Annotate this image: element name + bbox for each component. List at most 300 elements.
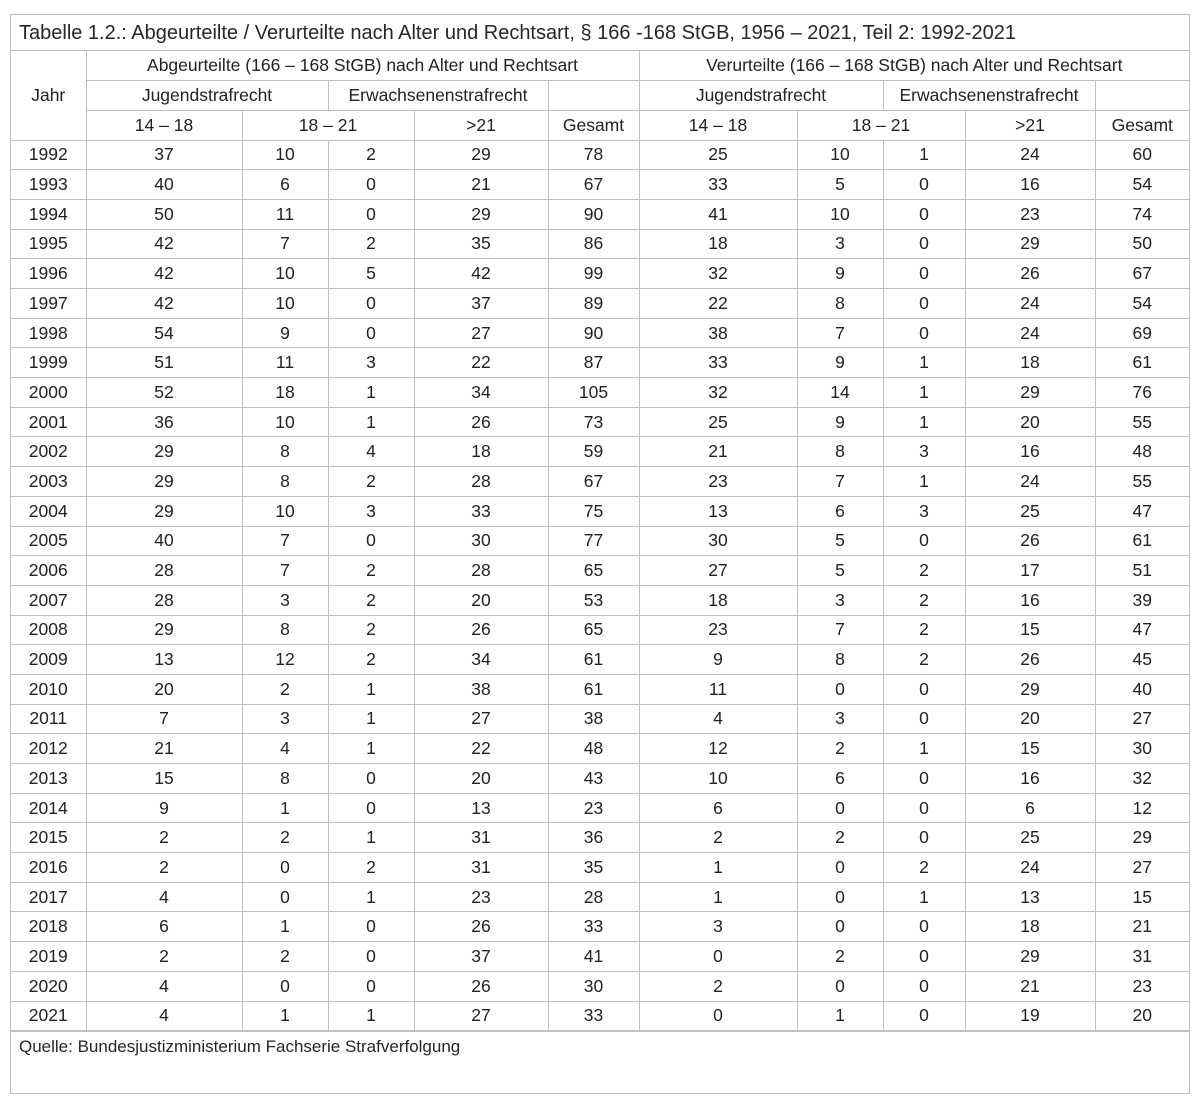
- year-cell: 2007: [11, 585, 86, 615]
- value-cell: 0: [797, 674, 883, 704]
- value-cell: 38: [414, 674, 548, 704]
- table-row: [11, 585, 1189, 615]
- header-abg-jugendstrafrecht: Jugendstrafrecht: [86, 81, 328, 111]
- value-cell: 25: [639, 407, 797, 437]
- table-row: [11, 1001, 1189, 1031]
- value-cell: 75: [548, 496, 639, 526]
- value-cell: 73: [548, 407, 639, 437]
- value-cell: 1: [328, 704, 414, 734]
- value-cell: 0: [242, 971, 328, 1001]
- value-cell: 1: [328, 1001, 414, 1031]
- table-row: [11, 734, 1189, 764]
- value-cell: 51: [86, 348, 242, 378]
- value-cell: 2: [883, 556, 965, 586]
- value-cell: 12: [639, 734, 797, 764]
- value-cell: 5: [797, 526, 883, 556]
- value-cell: 105: [548, 378, 639, 408]
- header-row-groups: [11, 51, 1189, 81]
- value-cell: 7: [86, 704, 242, 734]
- value-cell: 9: [86, 793, 242, 823]
- value-cell: 29: [86, 467, 242, 497]
- value-cell: 24: [965, 853, 1095, 883]
- value-cell: 2: [242, 674, 328, 704]
- value-cell: 20: [414, 585, 548, 615]
- header-ver-jugendstrafrecht: Jugendstrafrecht: [639, 81, 883, 111]
- value-cell: 16: [965, 170, 1095, 200]
- value-cell: 22: [639, 289, 797, 319]
- value-cell: 15: [86, 764, 242, 794]
- value-cell: 30: [548, 971, 639, 1001]
- year-cell: 2003: [11, 467, 86, 497]
- year-cell: 1996: [11, 259, 86, 289]
- table-row: [11, 823, 1189, 853]
- value-cell: 24: [965, 467, 1095, 497]
- year-cell: 2018: [11, 912, 86, 942]
- value-cell: 65: [548, 556, 639, 586]
- value-cell: 12: [242, 645, 328, 675]
- value-cell: 0: [242, 882, 328, 912]
- value-cell: 9: [242, 318, 328, 348]
- value-cell: 42: [86, 259, 242, 289]
- year-cell: 2006: [11, 556, 86, 586]
- value-cell: 6: [797, 496, 883, 526]
- value-cell: 10: [242, 289, 328, 319]
- table-row: [11, 318, 1189, 348]
- value-cell: 8: [242, 467, 328, 497]
- value-cell: 1: [328, 378, 414, 408]
- value-cell: 16: [965, 585, 1095, 615]
- value-cell: 29: [86, 615, 242, 645]
- value-cell: 2: [883, 615, 965, 645]
- value-cell: 3: [242, 585, 328, 615]
- year-cell: 2011: [11, 704, 86, 734]
- year-cell: 2017: [11, 882, 86, 912]
- year-cell: 2014: [11, 793, 86, 823]
- value-cell: 10: [797, 140, 883, 170]
- value-cell: 0: [883, 259, 965, 289]
- value-cell: 3: [797, 704, 883, 734]
- value-cell: 1: [883, 734, 965, 764]
- value-cell: 27: [1095, 704, 1189, 734]
- value-cell: 9: [797, 259, 883, 289]
- value-cell: 1: [639, 882, 797, 912]
- value-cell: 90: [548, 199, 639, 229]
- header-ver-gesamt: Gesamt: [1095, 110, 1189, 140]
- value-cell: 2: [797, 734, 883, 764]
- value-cell: 67: [1095, 259, 1189, 289]
- value-cell: 0: [883, 942, 965, 972]
- header-ver-21plus: >21: [965, 110, 1095, 140]
- value-cell: 6: [639, 793, 797, 823]
- year-cell: 2009: [11, 645, 86, 675]
- value-cell: 27: [414, 1001, 548, 1031]
- value-cell: 67: [548, 467, 639, 497]
- value-cell: 10: [242, 259, 328, 289]
- value-cell: 54: [86, 318, 242, 348]
- value-cell: 0: [328, 526, 414, 556]
- value-cell: 40: [1095, 674, 1189, 704]
- value-cell: 1: [328, 823, 414, 853]
- value-cell: 2: [328, 585, 414, 615]
- value-cell: 0: [883, 971, 965, 1001]
- value-cell: 2: [328, 645, 414, 675]
- value-cell: 33: [639, 170, 797, 200]
- value-cell: 5: [797, 556, 883, 586]
- value-cell: 0: [797, 882, 883, 912]
- value-cell: 18: [965, 912, 1095, 942]
- value-cell: 27: [414, 318, 548, 348]
- value-cell: 1: [883, 407, 965, 437]
- value-cell: 1: [883, 140, 965, 170]
- value-cell: 9: [639, 645, 797, 675]
- value-cell: 20: [965, 704, 1095, 734]
- table-row: [11, 942, 1189, 972]
- value-cell: 6: [86, 912, 242, 942]
- value-cell: 26: [965, 526, 1095, 556]
- value-cell: 6: [242, 170, 328, 200]
- value-cell: 74: [1095, 199, 1189, 229]
- header-abg-18-21: 18 – 21: [242, 110, 414, 140]
- value-cell: 10: [797, 199, 883, 229]
- value-cell: 16: [965, 437, 1095, 467]
- table-row: [11, 496, 1189, 526]
- value-cell: 20: [965, 407, 1095, 437]
- value-cell: 0: [639, 1001, 797, 1031]
- value-cell: 6: [797, 764, 883, 794]
- data-table: [11, 51, 1189, 1031]
- value-cell: 38: [548, 704, 639, 734]
- value-cell: 13: [965, 882, 1095, 912]
- year-cell: 2002: [11, 437, 86, 467]
- value-cell: 8: [242, 615, 328, 645]
- value-cell: 1: [328, 674, 414, 704]
- value-cell: 0: [883, 674, 965, 704]
- value-cell: 28: [414, 556, 548, 586]
- value-cell: 32: [1095, 764, 1189, 794]
- value-cell: 4: [86, 882, 242, 912]
- value-cell: 4: [86, 971, 242, 1001]
- value-cell: 0: [242, 853, 328, 883]
- value-cell: 11: [242, 348, 328, 378]
- year-cell: 1994: [11, 199, 86, 229]
- value-cell: 2: [328, 467, 414, 497]
- value-cell: 29: [1095, 823, 1189, 853]
- value-cell: 48: [1095, 437, 1189, 467]
- value-cell: 1: [883, 467, 965, 497]
- value-cell: 2: [883, 585, 965, 615]
- value-cell: 23: [414, 882, 548, 912]
- value-cell: 47: [1095, 615, 1189, 645]
- year-cell: 2008: [11, 615, 86, 645]
- value-cell: 13: [86, 645, 242, 675]
- value-cell: 55: [1095, 467, 1189, 497]
- year-cell: 1999: [11, 348, 86, 378]
- value-cell: 27: [1095, 853, 1189, 883]
- value-cell: 67: [548, 170, 639, 200]
- value-cell: 10: [639, 764, 797, 794]
- value-cell: 9: [797, 348, 883, 378]
- value-cell: 47: [1095, 496, 1189, 526]
- table-row: [11, 289, 1189, 319]
- table-row: [11, 140, 1189, 170]
- value-cell: 40: [86, 170, 242, 200]
- value-cell: 50: [1095, 229, 1189, 259]
- value-cell: 0: [883, 704, 965, 734]
- value-cell: 21: [639, 437, 797, 467]
- value-cell: 7: [242, 556, 328, 586]
- value-cell: 26: [414, 615, 548, 645]
- value-cell: 20: [1095, 1001, 1189, 1031]
- value-cell: 7: [797, 318, 883, 348]
- value-cell: 10: [242, 496, 328, 526]
- value-cell: 41: [548, 942, 639, 972]
- value-cell: 2: [797, 823, 883, 853]
- value-cell: 61: [548, 674, 639, 704]
- table-row: [11, 615, 1189, 645]
- value-cell: 15: [965, 615, 1095, 645]
- value-cell: 10: [242, 407, 328, 437]
- value-cell: 45: [1095, 645, 1189, 675]
- header-jahr: Jahr: [11, 51, 86, 140]
- value-cell: 0: [883, 823, 965, 853]
- table-row: [11, 556, 1189, 586]
- value-cell: 18: [639, 585, 797, 615]
- value-cell: 26: [414, 971, 548, 1001]
- value-cell: 0: [797, 912, 883, 942]
- value-cell: 27: [639, 556, 797, 586]
- value-cell: 7: [242, 526, 328, 556]
- value-cell: 59: [548, 437, 639, 467]
- value-cell: 52: [86, 378, 242, 408]
- table-row: [11, 526, 1189, 556]
- year-cell: 2004: [11, 496, 86, 526]
- value-cell: 15: [1095, 882, 1189, 912]
- header-ver-18-21: 18 – 21: [797, 110, 965, 140]
- value-cell: 99: [548, 259, 639, 289]
- value-cell: 3: [883, 496, 965, 526]
- value-cell: 0: [639, 942, 797, 972]
- value-cell: 29: [965, 674, 1095, 704]
- value-cell: 1: [242, 793, 328, 823]
- value-cell: 69: [1095, 318, 1189, 348]
- value-cell: 50: [86, 199, 242, 229]
- value-cell: 0: [883, 764, 965, 794]
- value-cell: 31: [414, 853, 548, 883]
- table-row: [11, 348, 1189, 378]
- value-cell: 27: [414, 704, 548, 734]
- year-cell: 2019: [11, 942, 86, 972]
- value-cell: 13: [414, 793, 548, 823]
- value-cell: 42: [86, 229, 242, 259]
- value-cell: 28: [86, 585, 242, 615]
- value-cell: 0: [328, 199, 414, 229]
- value-cell: 29: [414, 140, 548, 170]
- table-frame: [10, 14, 1190, 1094]
- value-cell: 20: [414, 764, 548, 794]
- value-cell: 51: [1095, 556, 1189, 586]
- table-row: [11, 378, 1189, 408]
- value-cell: 1: [883, 348, 965, 378]
- value-cell: 1: [242, 912, 328, 942]
- value-cell: 43: [548, 764, 639, 794]
- value-cell: 23: [639, 467, 797, 497]
- value-cell: 23: [639, 615, 797, 645]
- value-cell: 42: [86, 289, 242, 319]
- table-row: [11, 170, 1189, 200]
- value-cell: 31: [414, 823, 548, 853]
- value-cell: 61: [1095, 348, 1189, 378]
- value-cell: 0: [328, 289, 414, 319]
- value-cell: 26: [965, 645, 1095, 675]
- table-row: [11, 853, 1189, 883]
- header-abg-21plus: >21: [414, 110, 548, 140]
- value-cell: 1: [328, 734, 414, 764]
- value-cell: 28: [86, 556, 242, 586]
- table-title: Tabelle 1.2.: Abgeurteilte / Verurteilte nach Alter und Rechtsart, § 166 -168 StGB, 1956 – 2021, Teil 2: 1992-2021: [11, 15, 1189, 51]
- value-cell: 2: [328, 615, 414, 645]
- year-cell: 2000: [11, 378, 86, 408]
- value-cell: 21: [86, 734, 242, 764]
- value-cell: 29: [86, 437, 242, 467]
- value-cell: 37: [414, 942, 548, 972]
- value-cell: 61: [1095, 526, 1189, 556]
- value-cell: 18: [965, 348, 1095, 378]
- value-cell: 87: [548, 348, 639, 378]
- value-cell: 9: [797, 407, 883, 437]
- value-cell: 22: [414, 734, 548, 764]
- value-cell: 1: [328, 882, 414, 912]
- value-cell: 89: [548, 289, 639, 319]
- table-row: [11, 645, 1189, 675]
- header-ver-14-18: 14 – 18: [639, 110, 797, 140]
- value-cell: 36: [548, 823, 639, 853]
- value-cell: 29: [414, 199, 548, 229]
- value-cell: 0: [883, 289, 965, 319]
- value-cell: 90: [548, 318, 639, 348]
- value-cell: 0: [883, 170, 965, 200]
- header-row-age: [11, 110, 1189, 140]
- table-row: [11, 229, 1189, 259]
- value-cell: 40: [86, 526, 242, 556]
- value-cell: 18: [639, 229, 797, 259]
- value-cell: 3: [328, 348, 414, 378]
- value-cell: 0: [797, 853, 883, 883]
- year-cell: 1997: [11, 289, 86, 319]
- value-cell: 31: [1095, 942, 1189, 972]
- value-cell: 3: [797, 585, 883, 615]
- value-cell: 54: [1095, 170, 1189, 200]
- value-cell: 2: [328, 556, 414, 586]
- value-cell: 55: [1095, 407, 1189, 437]
- value-cell: 25: [639, 140, 797, 170]
- value-cell: 42: [414, 259, 548, 289]
- value-cell: 2: [883, 853, 965, 883]
- header-row-rechtsart: [11, 81, 1189, 111]
- value-cell: 65: [548, 615, 639, 645]
- value-cell: 21: [965, 971, 1095, 1001]
- value-cell: 7: [242, 229, 328, 259]
- value-cell: 32: [639, 378, 797, 408]
- value-cell: 10: [242, 140, 328, 170]
- value-cell: 0: [797, 793, 883, 823]
- value-cell: 33: [548, 1001, 639, 1031]
- year-cell: 2020: [11, 971, 86, 1001]
- header-ver-erwachsenenstrafrecht: Erwachsenenstrafrecht: [883, 81, 1095, 111]
- year-cell: 2013: [11, 764, 86, 794]
- value-cell: 2: [86, 942, 242, 972]
- table-row: [11, 912, 1189, 942]
- value-cell: 1: [242, 1001, 328, 1031]
- table-row: [11, 764, 1189, 794]
- value-cell: 86: [548, 229, 639, 259]
- value-cell: 0: [883, 318, 965, 348]
- value-cell: 6: [965, 793, 1095, 823]
- value-cell: 21: [414, 170, 548, 200]
- value-cell: 2: [797, 942, 883, 972]
- year-cell: 2021: [11, 1001, 86, 1031]
- value-cell: 8: [242, 437, 328, 467]
- header-abg-erwachsenenstrafrecht: Erwachsenenstrafrecht: [328, 81, 548, 111]
- value-cell: 3: [639, 912, 797, 942]
- value-cell: 1: [797, 1001, 883, 1031]
- table-row: [11, 467, 1189, 497]
- value-cell: 33: [639, 348, 797, 378]
- value-cell: 0: [328, 764, 414, 794]
- value-cell: 1: [639, 853, 797, 883]
- value-cell: 0: [883, 229, 965, 259]
- value-cell: 30: [414, 526, 548, 556]
- value-cell: 5: [328, 259, 414, 289]
- value-cell: 41: [639, 199, 797, 229]
- table-row: [11, 793, 1189, 823]
- value-cell: 4: [328, 437, 414, 467]
- value-cell: 0: [328, 318, 414, 348]
- value-cell: 2: [328, 140, 414, 170]
- value-cell: 19: [965, 1001, 1095, 1031]
- value-cell: 16: [965, 764, 1095, 794]
- value-cell: 0: [328, 942, 414, 972]
- value-cell: 33: [414, 496, 548, 526]
- year-cell: 2012: [11, 734, 86, 764]
- value-cell: 7: [797, 615, 883, 645]
- value-cell: 77: [548, 526, 639, 556]
- value-cell: 34: [414, 378, 548, 408]
- table-row: [11, 704, 1189, 734]
- value-cell: 24: [965, 289, 1095, 319]
- table-row: [11, 437, 1189, 467]
- value-cell: 30: [1095, 734, 1189, 764]
- value-cell: 8: [797, 645, 883, 675]
- value-cell: 39: [1095, 585, 1189, 615]
- value-cell: 0: [883, 912, 965, 942]
- value-cell: 37: [414, 289, 548, 319]
- value-cell: 7: [797, 467, 883, 497]
- year-cell: 1995: [11, 229, 86, 259]
- value-cell: 26: [414, 407, 548, 437]
- value-cell: 23: [1095, 971, 1189, 1001]
- header-ver-empty: [1095, 81, 1189, 111]
- value-cell: 25: [965, 496, 1095, 526]
- value-cell: 2: [639, 971, 797, 1001]
- value-cell: 3: [242, 704, 328, 734]
- value-cell: 18: [242, 378, 328, 408]
- value-cell: 26: [965, 259, 1095, 289]
- value-cell: 48: [548, 734, 639, 764]
- value-cell: 8: [797, 437, 883, 467]
- table-row: [11, 674, 1189, 704]
- value-cell: 8: [242, 764, 328, 794]
- value-cell: 8: [797, 289, 883, 319]
